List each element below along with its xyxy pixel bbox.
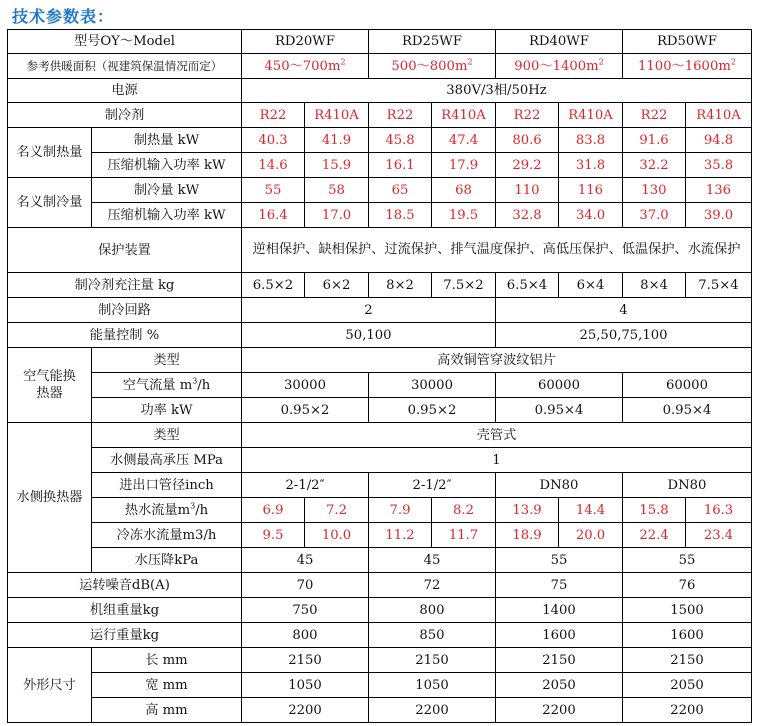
table-row [8, 373, 752, 398]
table-row [8, 348, 752, 373]
cell-value: 6.5×2 [242, 273, 305, 298]
cell-value: 2150 [623, 648, 752, 673]
table-row [8, 273, 752, 298]
cell-value: 4 [496, 298, 752, 323]
cell-value: 6.5×4 [496, 273, 559, 298]
row-label: 高 mm [92, 698, 242, 723]
cell-value: 17.9 [432, 153, 496, 178]
cell-value: 2-1/2″ [242, 473, 369, 498]
cell-value: 68 [432, 178, 496, 203]
model-name: RD40WF [496, 30, 623, 54]
row-label: 长 mm [92, 648, 242, 673]
row-label: 空气流量 $m^3/h$ [92, 373, 242, 398]
cell-value: 8×4 [623, 273, 686, 298]
spec-table [7, 29, 752, 723]
cell-value: 75 [496, 573, 623, 598]
cell-value: 2200 [496, 698, 623, 723]
cell-value: 2050 [623, 673, 752, 698]
cell-value: R22 [496, 103, 559, 128]
cell-value: 7.9 [369, 498, 432, 523]
table-row [8, 623, 752, 648]
group-label: 水侧换热器 [8, 423, 92, 573]
row-label: 压缩机输入功率 kW [92, 153, 242, 178]
cell-value: R410A [432, 103, 496, 128]
row-label: 制热量 kW [92, 128, 242, 153]
cell-value: R22 [242, 103, 305, 128]
row-label: 功率 kW [92, 398, 242, 423]
row-label: 热水流量$m^3/h$ [92, 498, 242, 523]
cell-value: 32.2 [623, 153, 686, 178]
table-row [8, 498, 752, 523]
cell-value: 39.0 [686, 203, 752, 228]
cell-value: 750 [242, 598, 369, 623]
cell-value: 35.8 [686, 153, 752, 178]
cell-value: 逆相保护、缺相保护、过流保护、排气温度保护、高低压保护、低温保护、水流保护 [242, 228, 752, 273]
cell-value: 130 [623, 178, 686, 203]
row-label: 水压降kPa [92, 548, 242, 573]
model-name: RD20WF [242, 30, 369, 54]
cell-value: 19.5 [432, 203, 496, 228]
table-row [8, 298, 752, 323]
cell-value: 65 [369, 178, 432, 203]
table-row [8, 573, 752, 598]
cell-value: 11.7 [432, 523, 496, 548]
cell-value: 0.95×4 [623, 398, 752, 423]
cell-value: 30000 [369, 373, 496, 398]
cell-value: 11.2 [369, 523, 432, 548]
table-row [8, 673, 752, 698]
group-label: 名义制冷量 [8, 178, 92, 228]
row-label: 保护装置 [8, 228, 242, 273]
row-label: 制冷剂充注量 kg [8, 273, 242, 298]
row-label: 冷冻水流量m3/h [92, 523, 242, 548]
cell-value: 70 [242, 573, 369, 598]
cell-value: 16.3 [686, 498, 752, 523]
row-label: 制冷剂 [8, 103, 242, 128]
group-label: 空气能换热器 [8, 348, 92, 423]
row-label: 运行重量kg [8, 623, 242, 648]
cell-value: 9.5 [242, 523, 305, 548]
row-label: 宽 mm [92, 673, 242, 698]
cell-value: 850 [369, 623, 496, 648]
cell-value: 8.2 [432, 498, 496, 523]
cell-value: $900\sim 1400m^2$ [496, 54, 623, 79]
table-row [8, 423, 752, 448]
table-row [8, 153, 752, 178]
cell-value: 1050 [242, 673, 369, 698]
cell-value: 1400 [496, 598, 623, 623]
cell-value: 29.2 [496, 153, 559, 178]
cell-value: 45 [242, 548, 369, 573]
row-label: 进出口管径inch [92, 473, 242, 498]
cell-value: 136 [686, 178, 752, 203]
cell-value: 0.95×4 [496, 398, 623, 423]
cell-value: R22 [369, 103, 432, 128]
cell-value: 80.6 [496, 128, 559, 153]
cell-value: 110 [496, 178, 559, 203]
cell-value: $1100\sim 1600m^2$ [623, 54, 752, 79]
table-row [8, 398, 752, 423]
page-title: 技术参数表： [12, 7, 115, 26]
table-row [8, 54, 752, 79]
cell-value: 16.1 [369, 153, 432, 178]
cell-value: 20.0 [559, 523, 623, 548]
cell-value: 94.8 [686, 128, 752, 153]
table-row [8, 648, 752, 673]
table-row [8, 523, 752, 548]
table-row [8, 128, 752, 153]
cell-value: 14.4 [559, 498, 623, 523]
cell-value: 15.9 [305, 153, 369, 178]
cell-value: DN80 [623, 473, 752, 498]
cell-value: 2150 [369, 648, 496, 673]
cell-value: 40.3 [242, 128, 305, 153]
cell-value: 76 [623, 573, 752, 598]
table-row [8, 698, 752, 723]
cell-value: R410A [686, 103, 752, 128]
cell-value: 116 [559, 178, 623, 203]
cell-value: 6×4 [559, 273, 623, 298]
model-name: RD25WF [369, 30, 496, 54]
row-label: 参考供暖面积（视建筑保温情况而定） [8, 54, 242, 79]
cell-value: 壳管式 [242, 423, 752, 448]
row-label: 类型 [92, 348, 242, 373]
table-row [8, 598, 752, 623]
row-label: 制冷量 kW [92, 178, 242, 203]
row-label: 电源 [8, 79, 242, 103]
cell-value: 60000 [496, 373, 623, 398]
cell-value: 8×2 [369, 273, 432, 298]
table-row [8, 178, 752, 203]
cell-value: 30000 [242, 373, 369, 398]
cell-value: 31.8 [559, 153, 623, 178]
model-name: RD50WF [623, 30, 752, 54]
cell-value: R410A [559, 103, 623, 128]
table-row [8, 79, 752, 103]
group-label: 名义制热量 [8, 128, 92, 178]
cell-value: 800 [369, 598, 496, 623]
cell-value: 10.0 [305, 523, 369, 548]
cell-value: 2200 [242, 698, 369, 723]
table-row [8, 103, 752, 128]
cell-value: 14.6 [242, 153, 305, 178]
cell-value: 13.9 [496, 498, 559, 523]
row-label: 能量控制 % [8, 323, 242, 348]
row-label: 水侧最高承压 MPa [92, 448, 242, 473]
cell-value: 45.8 [369, 128, 432, 153]
cell-value: 45 [369, 548, 496, 573]
cell-value: 2150 [242, 648, 369, 673]
cell-value: 2200 [623, 698, 752, 723]
cell-value: 2150 [496, 648, 623, 673]
cell-value: 1050 [369, 673, 496, 698]
cell-value: 34.0 [559, 203, 623, 228]
cell-value: 2200 [369, 698, 496, 723]
cell-value: 6.9 [242, 498, 305, 523]
cell-value: 0.95×2 [242, 398, 369, 423]
cell-value: R22 [623, 103, 686, 128]
cell-value: 22.4 [623, 523, 686, 548]
row-label: 运转噪音dB(A) [8, 573, 242, 598]
table-row [8, 228, 752, 273]
cell-value: 37.0 [623, 203, 686, 228]
cell-value: 60000 [623, 373, 752, 398]
cell-value: 1500 [623, 598, 752, 623]
cell-value: 6×2 [305, 273, 369, 298]
row-label: 类型 [92, 423, 242, 448]
cell-value: 32.8 [496, 203, 559, 228]
cell-value: 1600 [623, 623, 752, 648]
cell-value: 2-1/2″ [369, 473, 496, 498]
row-label: 压缩机输入功率 kW [92, 203, 242, 228]
cell-value: 47.4 [432, 128, 496, 153]
table-row [8, 323, 752, 348]
row-label: 制冷回路 [8, 298, 242, 323]
cell-value: 2050 [496, 673, 623, 698]
cell-value: 2 [242, 298, 496, 323]
cell-value: 83.8 [559, 128, 623, 153]
cell-value: 55 [242, 178, 305, 203]
cell-value: 23.4 [686, 523, 752, 548]
cell-value: 1600 [496, 623, 623, 648]
cell-value: 7.2 [305, 498, 369, 523]
table-row [8, 548, 752, 573]
cell-value: 高效铜管穿波纹铝片 [242, 348, 752, 373]
row-label: 型号OY～Model [8, 30, 242, 54]
cell-value: 15.8 [623, 498, 686, 523]
cell-value: 55 [496, 548, 623, 573]
cell-value: 7.5×2 [432, 273, 496, 298]
cell-value: 18.5 [369, 203, 432, 228]
cell-value: 25,50,75,100 [496, 323, 752, 348]
cell-value: 58 [305, 178, 369, 203]
table-row [8, 448, 752, 473]
cell-value: 17.0 [305, 203, 369, 228]
cell-value: 91.6 [623, 128, 686, 153]
cell-value: 18.9 [496, 523, 559, 548]
cell-value: 50,100 [242, 323, 496, 348]
cell-value: $500\sim 800m^2$ [369, 54, 496, 79]
table-row [8, 30, 752, 54]
cell-value: 16.4 [242, 203, 305, 228]
row-label: 机组重量kg [8, 598, 242, 623]
table-row [8, 203, 752, 228]
cell-value: 41.9 [305, 128, 369, 153]
cell-value: 0.95×2 [369, 398, 496, 423]
cell-value: 7.5×4 [686, 273, 752, 298]
group-label: 外形尺寸 [8, 648, 92, 723]
table-row [8, 473, 752, 498]
cell-value: R410A [305, 103, 369, 128]
cell-value: DN80 [496, 473, 623, 498]
cell-value: 1 [242, 448, 752, 473]
cell-value: 800 [242, 623, 369, 648]
cell-value: 72 [369, 573, 496, 598]
cell-value: 55 [623, 548, 752, 573]
cell-value: $450\sim 700m^2$ [242, 54, 369, 79]
cell-value: 380V/3相/50Hz [242, 79, 752, 103]
